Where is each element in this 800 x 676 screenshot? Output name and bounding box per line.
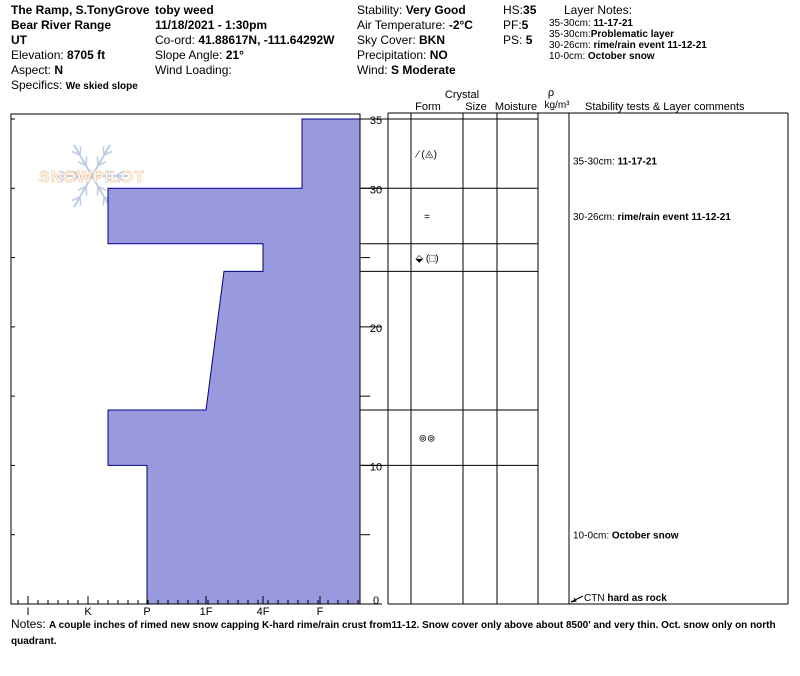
col1-item: UT [11, 33, 27, 47]
col4-item: PS: 5 [503, 33, 533, 47]
crystal-header: Crystal [444, 89, 480, 101]
comment-text: rime/rain event 11-12-21 [617, 212, 731, 223]
watermark-text: SNOWPILOT [39, 169, 145, 186]
x-tick-label: 1F [199, 606, 213, 616]
snowflake-branch [103, 197, 104, 206]
comment-range: 30-26cm: [573, 212, 618, 223]
y-tick-label: 35 [369, 115, 383, 127]
comment-text: 11-17-21 [617, 156, 657, 168]
size-header: Size [465, 101, 487, 113]
x-tick-label: F [316, 606, 324, 616]
hardness-profile [108, 119, 360, 604]
ctn-pointer [571, 596, 583, 602]
col4-item: PF:5 [503, 18, 529, 32]
x-tick-label: K [84, 606, 92, 616]
col3-item: Stability: Very Good [357, 3, 466, 17]
notes-section [11, 616, 781, 650]
notes-text: A couple inches of rimed new snow capping K-hard rime/rain crust from11-12. Snow cover only above about 8500' and very thin. Oct. snow only on north quadrant. [11, 620, 776, 647]
snowflake-branch [103, 146, 104, 155]
y-tick-label: 20 [369, 322, 383, 335]
snowflake-branch [80, 197, 81, 206]
layer-notes-title: Layer Notes: [564, 3, 633, 17]
x-tick-label: I [26, 606, 30, 616]
y-tick-label: 0 [372, 595, 380, 607]
x-tick-label: 4F [256, 606, 270, 616]
layer-note: 35-30cm:Problematic layer [549, 29, 675, 40]
ice-crust-symbol: = [424, 212, 430, 223]
comment-range: 10-0cm: [573, 530, 612, 542]
col4-item: HS:35 [503, 3, 537, 17]
comment-text: October snow [611, 530, 679, 542]
y-tick-label: 10 [369, 461, 383, 474]
col2-item: Slope Angle: 21° [155, 48, 244, 62]
col1-item: Bear River Range [11, 18, 112, 32]
col2-item: toby weed [155, 3, 214, 17]
col3-item: Sky Cover: BKN [357, 33, 446, 47]
y-tick-label: 30 [369, 184, 383, 197]
melt-freeze-faceted-symbol: ⬙ (□) [415, 253, 439, 265]
col1-item: Aspect: N [11, 63, 64, 77]
col3-item: Air Temperature: -2°C [357, 18, 473, 32]
form-header: Form [415, 101, 441, 113]
rho-header: ρ [547, 87, 555, 99]
moisture-header: Moisture [494, 101, 538, 113]
col2-item: 11/18/2021 - 1:30pm [155, 18, 268, 32]
snowflake-branch [97, 157, 98, 166]
layer-comment [573, 212, 731, 223]
col2-item: Co-ord: 41.88617N, -111.64292W [155, 33, 335, 47]
col1-item: Specifics: We skied slope [11, 78, 138, 92]
ctn-pointer-head [571, 598, 576, 602]
snowflake-branch [80, 146, 81, 155]
decomposing-and-precipitation-particles-symbol: ⁄ (⨻) [416, 149, 438, 161]
snowflake-branch [97, 186, 98, 195]
density-unit-header: kg/m³ [544, 100, 570, 111]
comment-range: 35-30cm: [573, 156, 618, 168]
x-tick-label: P [143, 606, 151, 616]
layer-note: 30-26cm: rime/rain event 11-12-21 [549, 40, 707, 51]
snowflake-branch [86, 157, 87, 166]
comment-range: CTN [584, 593, 608, 604]
col1-item: Elevation: 8705 ft [11, 48, 106, 62]
col3-item: Wind: S Moderate [357, 63, 456, 77]
col1-item: The Ramp, S.TonyGrove [11, 3, 150, 17]
comment-text: hard as rock [607, 593, 667, 604]
layer-note: 10-0cm: October snow [549, 51, 655, 62]
snowflake-branch [86, 186, 87, 195]
notes-label: Notes: [11, 617, 50, 631]
layer-note: 35-30cm: 11-17-21 [549, 18, 633, 29]
layer-comment [573, 531, 679, 542]
layer-comment [573, 157, 657, 168]
col2-item: Wind Loading: [155, 63, 232, 77]
comments-header: Stability tests & Layer comments [585, 101, 745, 113]
col3-item: Precipitation: NO [357, 48, 448, 62]
layer-comment [584, 593, 667, 604]
melt-forms-clusters-symbol: ⊚⊚ [418, 433, 436, 445]
